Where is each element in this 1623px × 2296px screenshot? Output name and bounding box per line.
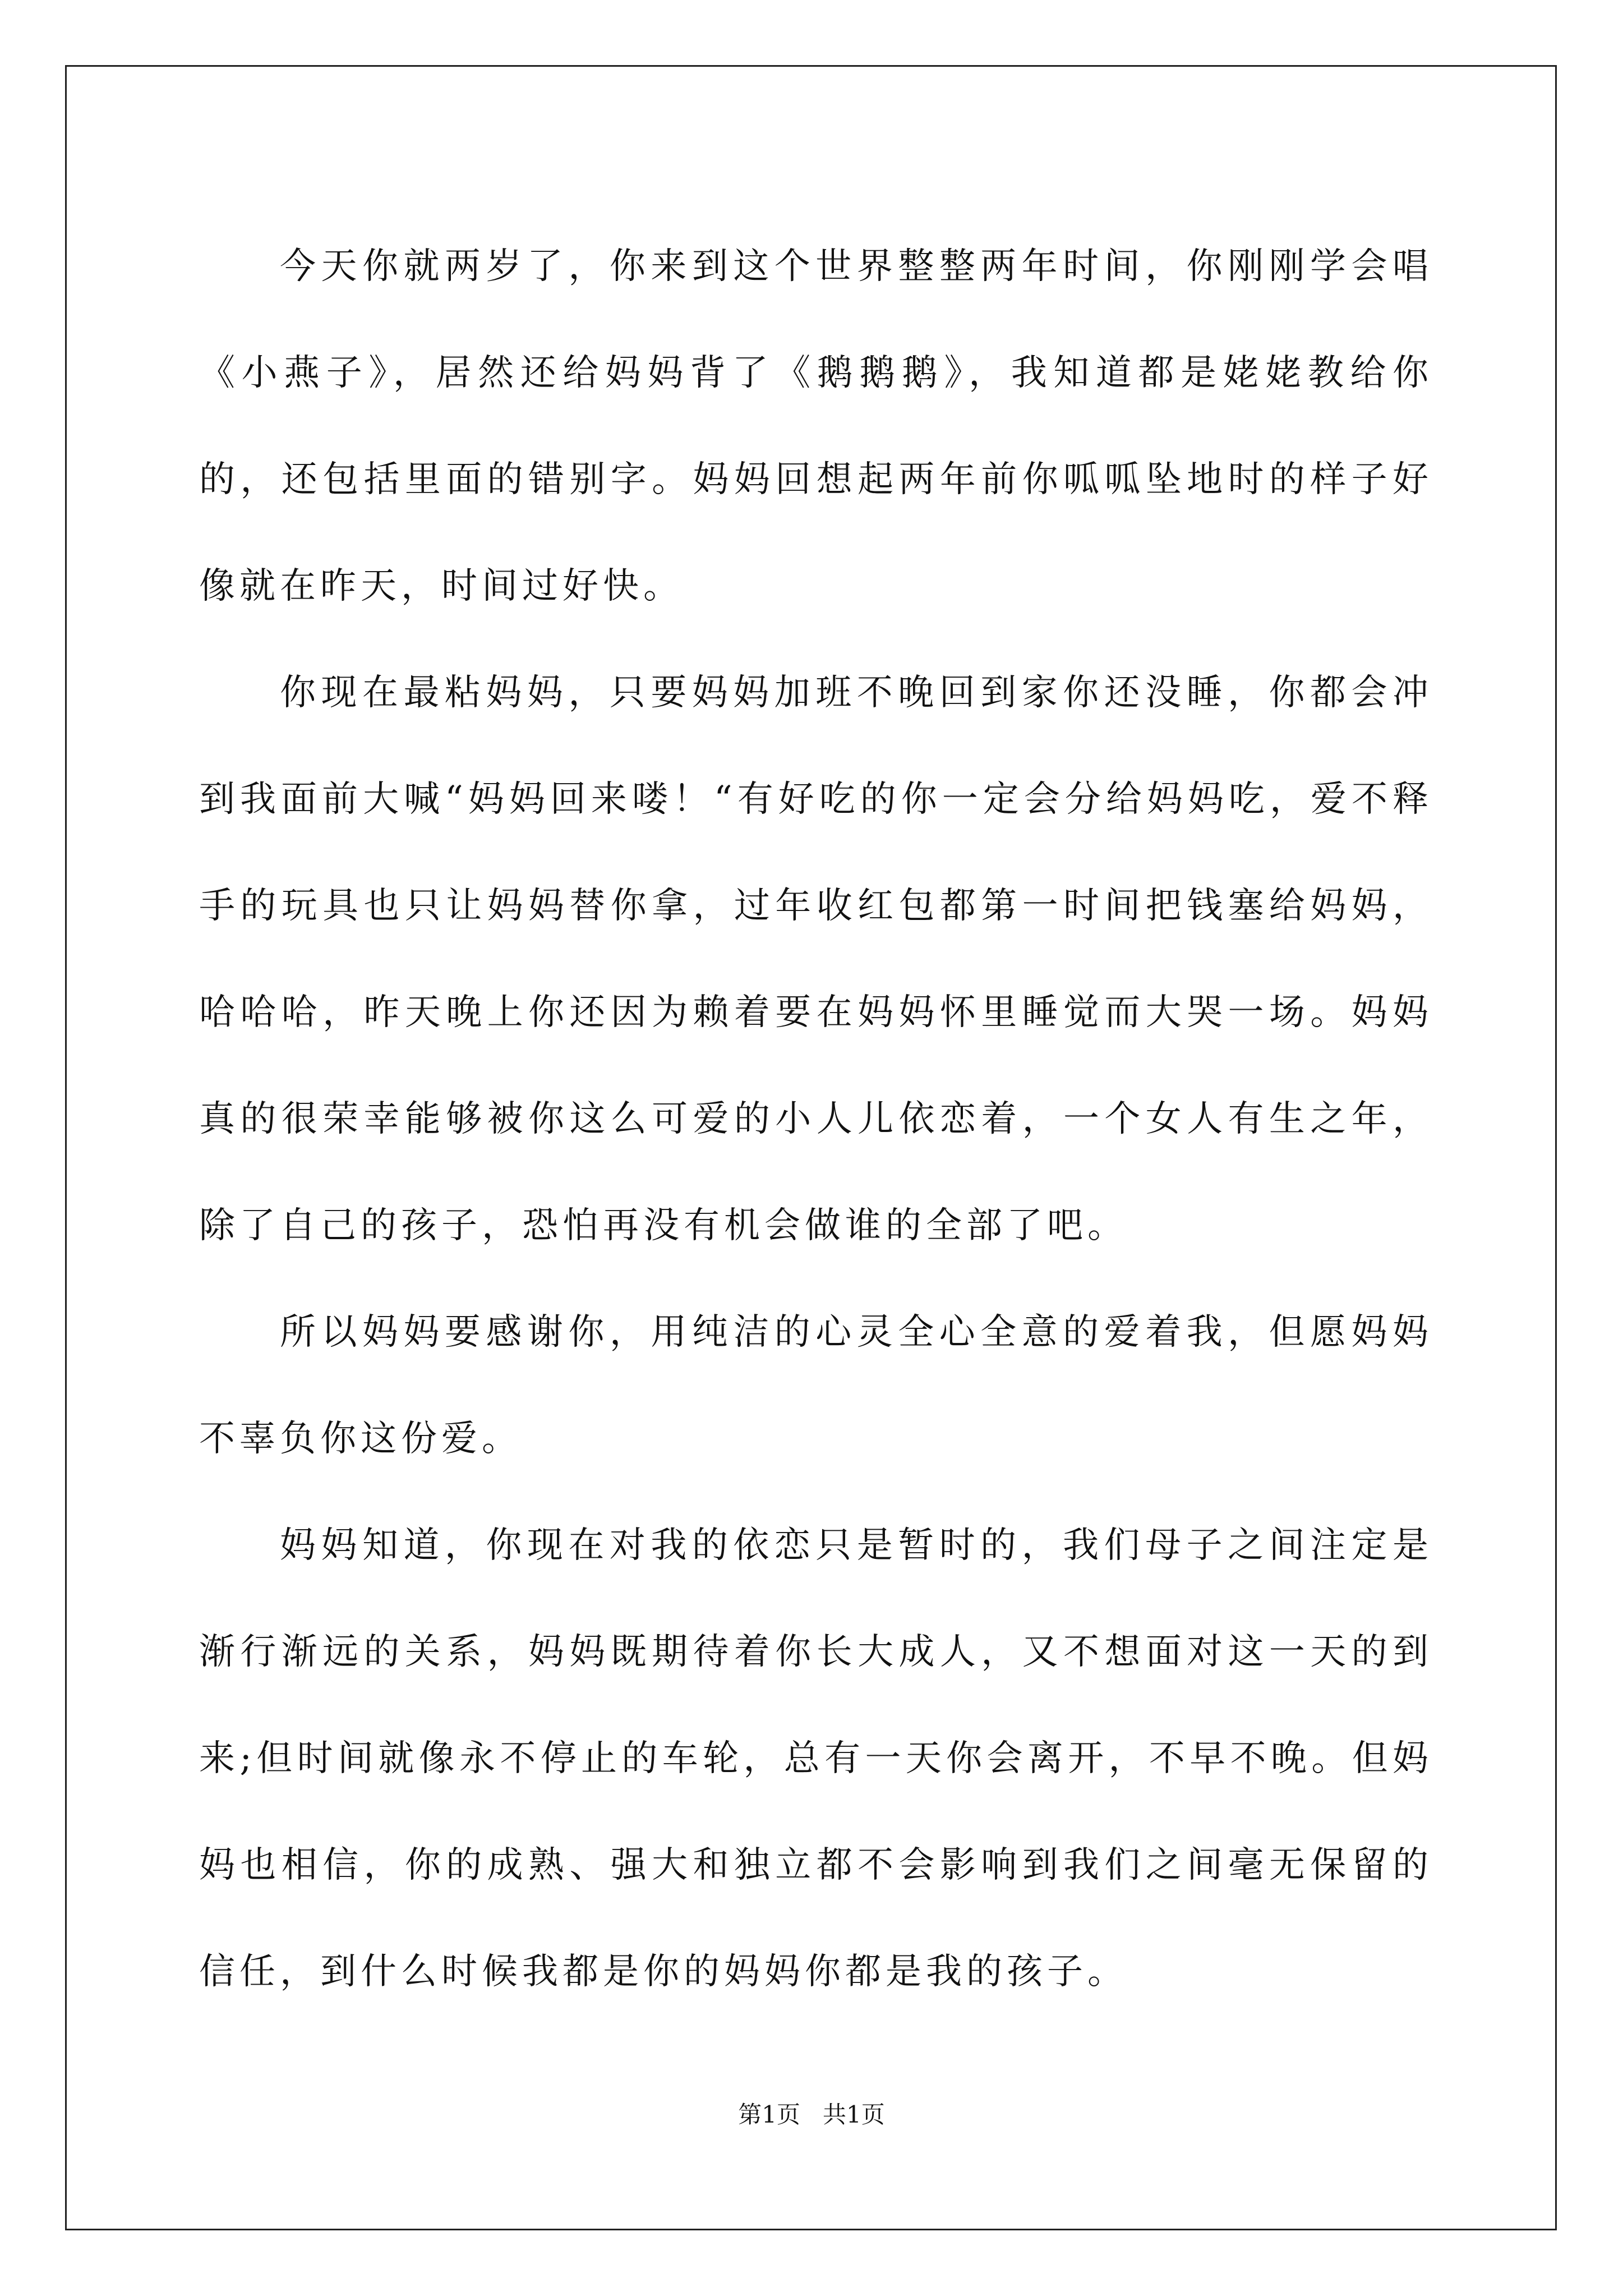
- paragraph-2: 你现在最粘妈妈，只要妈妈加班不晚回到家你还没睡，你都会冲到我面前大喊“妈妈回来喽！“有好吃的你一定会分给妈妈吃，爱不释手的玩具也只让妈妈替你拿，过年收红包都第一时间把钱塞给妈妈，哈哈哈，昨天晚上你还因为赖着要在妈妈怀里睡觉而大哭一场。妈妈真的很荣幸能够被你这么可爱的小人儿依恋着，一个女人有生之年，除了自己的孩子，恐怕再没有机会做谁的全部了吧。: [199, 672, 1433, 1246]
- paragraph-4: 妈妈知道，你现在对我的依恋只是暂时的，我们母子之间注定是渐行渐远的关系，妈妈既期待着你长大成人，又不想面对这一天的到来;但时间就像永不停止的车轮，总有一天你会离开，不早不晚。但妈妈也相信，你的成熟、强大和独立都不会影响到我们之间毫无保留的信任，到什么时候我都是你的妈妈你都是我的孩子。: [199, 1525, 1433, 1993]
- paragraph-3: 所以妈妈要感谢你，用纯洁的心灵全心全意的爱着我，但愿妈妈不辜负你这份爱。: [199, 1312, 1433, 1460]
- paragraph-1: 今天你就两岁了，你来到这个世界整整两年时间，你刚刚学会唱《小燕子》，居然还给妈妈背了《鹅鹅鹅》，我知道都是姥姥教给你的，还包括里面的错别字。妈妈回想起两年前你呱呱坠地时的样子好像就在昨天，时间过好快。: [199, 246, 1433, 607]
- document-body: [199, 213, 1433, 2025]
- page-number-footer: 第1页 共1页: [738, 2101, 885, 2128]
